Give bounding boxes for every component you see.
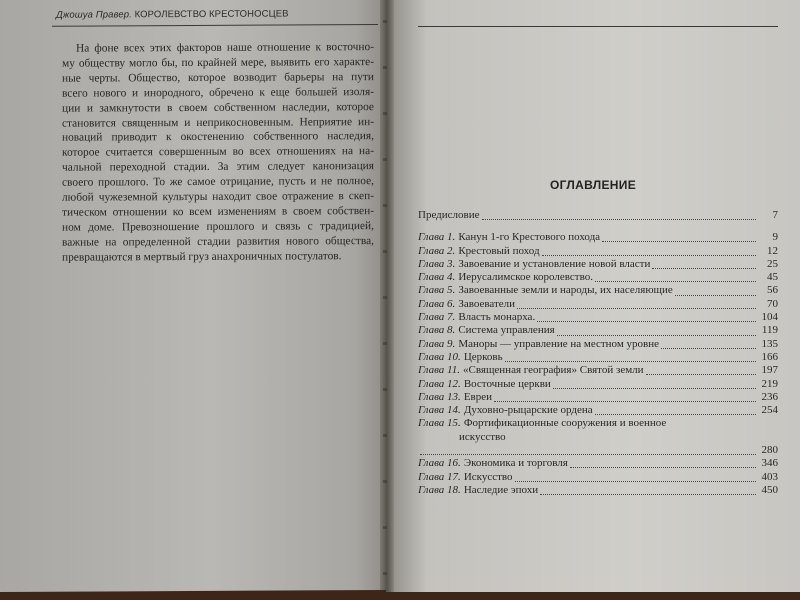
text-line: становится священным и неприкосновенным. Неприятие ин-	[62, 115, 374, 130]
toc-row	[418, 311, 778, 324]
toc-chapter-title: Наследие эпохи	[463, 483, 539, 496]
toc-leader	[675, 287, 756, 296]
table-of-contents	[418, 209, 778, 497]
toc-row	[418, 258, 778, 271]
running-header	[56, 8, 376, 21]
toc-row	[418, 378, 778, 391]
toc-page-number: 25	[767, 257, 778, 270]
toc-chapter-number: Глава 4.	[418, 271, 456, 284]
toc-leader	[482, 211, 757, 220]
toc-chapter-number: Глава 17.	[418, 470, 461, 483]
text-line: му обществу могло бы, по крайней мере, выявить его характе-	[62, 55, 374, 70]
toc-chapter-title: Евреи	[463, 390, 492, 403]
toc-leader	[542, 247, 756, 256]
toc-chapter-number: Глава 6.	[418, 297, 456, 310]
body-paragraph	[62, 40, 374, 265]
toc-leader	[652, 260, 756, 269]
toc-page-number: 450	[761, 483, 778, 496]
toc-row	[418, 245, 778, 258]
toc-page-number: 280	[761, 444, 778, 457]
toc-page-number: 254	[761, 404, 778, 417]
toc-leader	[570, 459, 756, 468]
toc-entry-multiline	[418, 417, 778, 457]
toc-page-number: 236	[761, 390, 778, 403]
toc-page-number: 70	[767, 297, 778, 310]
toc-chapter-number: Глава 1.	[418, 231, 456, 244]
header-author: Джошуа Правер.	[56, 9, 132, 21]
toc-row	[418, 231, 778, 244]
toc-chapter-title: Экономика и торговля	[463, 457, 568, 470]
toc-leader	[595, 273, 756, 282]
toc-row	[418, 364, 778, 377]
text-line: любой чужеземной культуры находит свое отражение в скеп-	[62, 190, 374, 204]
toc-chapter-title: Церковь	[463, 350, 503, 363]
text-line: превращаются в мертвый груз анахроничных постулатов.	[62, 249, 342, 264]
text-line: которое считается совершенным во всех отношениях на на-	[62, 145, 374, 160]
toc-row	[418, 484, 778, 497]
toc-title: ОГЛАВЛЕНИЕ	[549, 178, 636, 192]
toc-entry-second-line	[418, 431, 778, 444]
toc-page-number: 104	[761, 311, 778, 324]
toc-page-number: 346	[761, 457, 778, 470]
toc-chapter-number: Глава 7.	[418, 311, 456, 324]
toc-page-number: 9	[772, 231, 778, 244]
toc-chapter-number: Глава 16.	[418, 457, 461, 470]
toc-chapter-number: Глава 12.	[418, 377, 461, 390]
toc-chapter-title: «Священная география» Святой земли	[463, 364, 644, 377]
toc-row	[418, 391, 778, 404]
toc-chapter-title: Маноры — управление на местном уровне	[458, 337, 660, 350]
binding-stitch	[383, 20, 387, 580]
text-line: ном доме. Превозношение прошлого и связь с традицией,	[62, 219, 374, 234]
text-line: тическом отношении ко всем изменениям в своем собствен-	[62, 205, 374, 219]
toc-page-number: 7	[772, 209, 778, 221]
toc-row	[418, 298, 778, 311]
text-line: своего прошлого. То же самое отрицание, пусть и не полное,	[62, 175, 374, 189]
toc-chapter-title: Власть монарха.	[458, 311, 536, 324]
text-line: ции и замкнутости в своем собственном наследии, которое	[62, 100, 374, 115]
toc-chapter-number: Глава 9.	[418, 337, 456, 350]
toc-page-number: 45	[767, 271, 778, 284]
toc-page-number: 403	[761, 470, 778, 483]
toc-leader	[602, 233, 756, 242]
toc-chapter-title: Завоевание и установление новой власти	[458, 257, 651, 270]
toc-row	[418, 404, 778, 417]
toc-leader	[540, 486, 756, 495]
toc-leader	[420, 446, 756, 455]
header-rule	[418, 26, 778, 27]
toc-chapter-title: Крестовый поход	[458, 244, 540, 257]
toc-row-preface	[418, 209, 778, 222]
toc-page-number: 56	[767, 284, 778, 297]
toc-chapter-title: Система управления	[458, 324, 555, 337]
toc-chapter-number: Глава 13.	[418, 390, 461, 403]
toc-leader	[553, 380, 756, 389]
toc-leader	[595, 406, 756, 415]
toc-row	[418, 324, 778, 337]
toc-leader	[537, 313, 756, 322]
toc-chapter-number: Глава 14.	[418, 404, 461, 417]
text-line: всего нового и инородного, обречено к еще большей изоля-	[62, 85, 374, 100]
toc-entry-page-line	[418, 444, 778, 457]
left-page	[0, 0, 386, 592]
toc-page-number: 197	[761, 364, 778, 377]
header-title: КОРОЛЕВСТВО КРЕСТОНОСЦЕВ	[134, 8, 289, 21]
toc-leader	[515, 473, 756, 482]
text-line: важные на определенной стадии развития нового общества,	[62, 234, 374, 249]
toc-chapter-number: Глава 18.	[418, 483, 461, 496]
toc-chapter-title: Фортификационные сооружения и военное	[463, 417, 667, 430]
toc-row	[418, 271, 778, 284]
toc-chapter-number: Глава 11.	[418, 364, 460, 377]
toc-page-number: 119	[761, 324, 778, 337]
toc-leader	[557, 327, 756, 336]
toc-page-number: 12	[767, 244, 778, 257]
toc-row	[418, 457, 778, 470]
toc-page-number: 135	[761, 337, 778, 350]
toc-chapter-title: Иерусалимское королевство.	[458, 271, 593, 284]
toc-chapter-number: Глава 15.	[418, 417, 461, 430]
toc-chapter-title: Восточные церкви	[463, 377, 551, 390]
toc-preface-label: Предисловие	[418, 209, 480, 221]
toc-page-number: 166	[761, 350, 778, 363]
toc-leader	[494, 393, 756, 402]
toc-row	[418, 351, 778, 364]
toc-chapter-title: Духовно-рыцарские ордена	[463, 404, 593, 417]
toc-chapter-title: Завоеватели	[458, 297, 516, 310]
toc-leader	[505, 353, 756, 362]
toc-row	[418, 417, 778, 457]
toc-page-number: 219	[761, 377, 778, 390]
text-line: чальной переходной стадии. За этим следует канонизация	[62, 160, 374, 174]
toc-chapter-number: Глава 5.	[418, 284, 456, 297]
toc-leader	[661, 340, 756, 349]
toc-entry-first-line	[418, 417, 778, 430]
toc-chapter-number: Глава 2.	[418, 244, 456, 257]
toc-row	[418, 338, 778, 351]
right-page	[386, 0, 800, 592]
toc-chapter-number: Глава 10.	[418, 350, 461, 363]
toc-chapter-title: Искусство	[463, 470, 513, 483]
toc-chapter-title-continued: искусство	[459, 430, 506, 443]
toc-row	[418, 284, 778, 297]
toc-chapter-number: Глава 3.	[418, 257, 456, 270]
header-rule	[52, 24, 378, 27]
toc-chapter-title: Канун 1-го Крестового похода	[458, 231, 601, 244]
toc-leader	[517, 300, 756, 309]
toc-chapter-number: Глава 8.	[418, 324, 456, 337]
text-line: новаций приводит к окостенению собственного наследия,	[62, 130, 374, 145]
toc-leader	[646, 366, 756, 375]
toc-row	[418, 471, 778, 484]
text-line: На фоне всех этих факторов наше отношение к восточно-	[76, 41, 374, 55]
text-line: ные черты. Общество, которое возводит барьеры на пути	[62, 70, 374, 85]
toc-chapter-title: Завоеванные земли и народы, их населяющие	[458, 284, 673, 297]
